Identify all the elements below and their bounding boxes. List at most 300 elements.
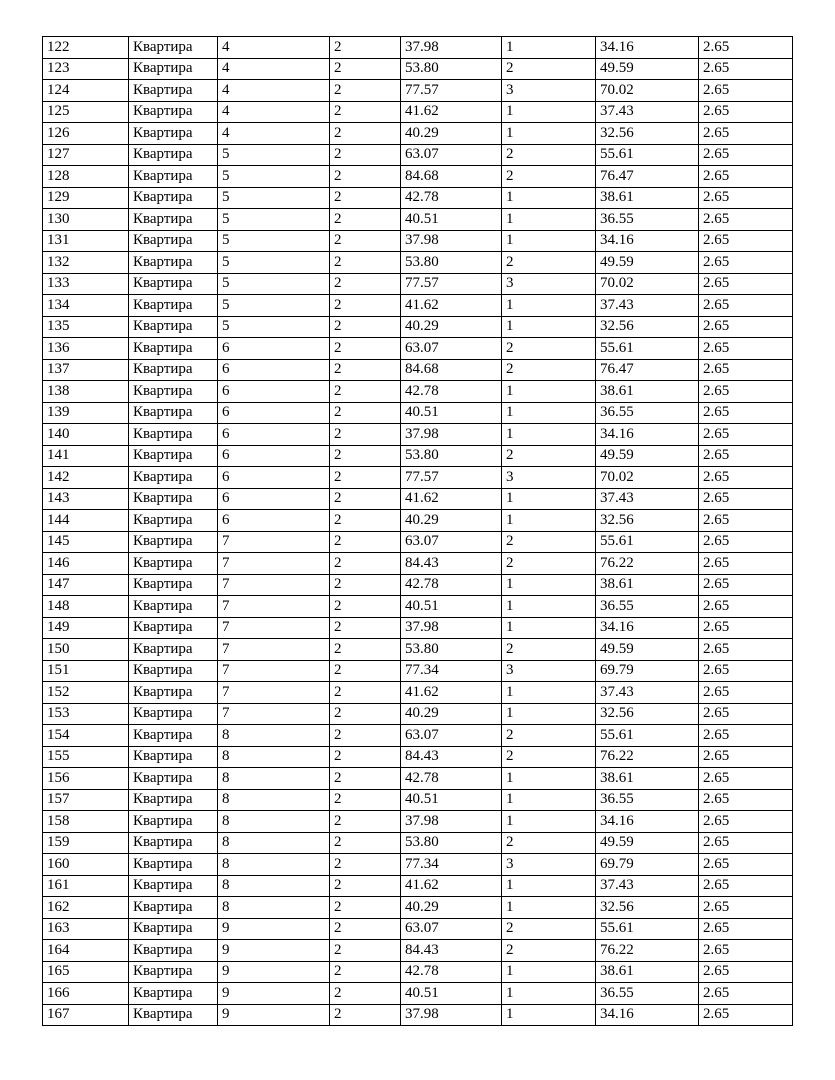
table-row [43,338,793,360]
table-cell-living-area: 37.43 [596,488,699,510]
table-cell-living-area: 38.61 [596,961,699,983]
table-cell-ceiling-height: 2.65 [699,660,793,682]
table-cell-ceiling-height: 2.65 [699,940,793,962]
table-row [43,574,793,596]
table-cell-ceiling-height: 2.65 [699,510,793,532]
table-cell-ceiling-height: 2.65 [699,230,793,252]
table-cell-living-area: 76.22 [596,940,699,962]
table-row [43,230,793,252]
table-cell-rooms: 1 [502,789,596,811]
table-cell-rooms: 1 [502,510,596,532]
table-row [43,854,793,876]
table-cell-ceiling-height: 2.65 [699,273,793,295]
table-cell-ceiling-height: 2.65 [699,789,793,811]
table-cell-total-area: 53.80 [401,445,502,467]
table-cell-living-area: 37.43 [596,295,699,317]
table-cell-floor: 9 [218,983,330,1005]
table-cell-floor: 4 [218,37,330,59]
table-cell-entrance: 2 [330,488,401,510]
table-cell-total-area: 40.51 [401,789,502,811]
table-cell-rooms: 2 [502,252,596,274]
table-cell-row-number: 156 [43,768,129,790]
table-cell-object-type: Квартира [129,811,218,833]
table-cell-total-area: 63.07 [401,531,502,553]
table-cell-total-area: 63.07 [401,144,502,166]
table-cell-entrance: 2 [330,768,401,790]
table-cell-row-number: 139 [43,402,129,424]
table-cell-object-type: Квартира [129,424,218,446]
table-cell-row-number: 148 [43,596,129,618]
table-cell-row-number: 154 [43,725,129,747]
table-row [43,101,793,123]
table-cell-living-area: 49.59 [596,58,699,80]
table-row [43,80,793,102]
table-cell-rooms: 3 [502,467,596,489]
table-cell-ceiling-height: 2.65 [699,166,793,188]
table-cell-entrance: 2 [330,381,401,403]
table-cell-floor: 4 [218,123,330,145]
table-cell-object-type: Квартира [129,854,218,876]
table-cell-rooms: 1 [502,295,596,317]
table-cell-ceiling-height: 2.65 [699,725,793,747]
table-cell-row-number: 161 [43,875,129,897]
table-cell-ceiling-height: 2.65 [699,187,793,209]
table-cell-total-area: 41.62 [401,101,502,123]
table-cell-rooms: 1 [502,424,596,446]
table-cell-entrance: 2 [330,101,401,123]
table-cell-floor: 5 [218,230,330,252]
table-cell-total-area: 40.51 [401,596,502,618]
table-cell-ceiling-height: 2.65 [699,488,793,510]
table-cell-object-type: Квартира [129,510,218,532]
table-cell-object-type: Квартира [129,940,218,962]
table-cell-entrance: 2 [330,467,401,489]
table-cell-ceiling-height: 2.65 [699,58,793,80]
table-cell-rooms: 2 [502,58,596,80]
table-cell-floor: 8 [218,768,330,790]
table-cell-floor: 6 [218,467,330,489]
table-cell-living-area: 34.16 [596,617,699,639]
table-row [43,58,793,80]
table-row [43,273,793,295]
table-row [43,467,793,489]
table-cell-ceiling-height: 2.65 [699,359,793,381]
table-cell-living-area: 32.56 [596,316,699,338]
table-cell-entrance: 2 [330,725,401,747]
table-cell-object-type: Квартира [129,875,218,897]
table-cell-rooms: 1 [502,402,596,424]
table-cell-living-area: 49.59 [596,445,699,467]
table-cell-living-area: 32.56 [596,897,699,919]
table-cell-living-area: 36.55 [596,209,699,231]
table-cell-ceiling-height: 2.65 [699,402,793,424]
table-cell-object-type: Квартира [129,144,218,166]
table-cell-floor: 8 [218,897,330,919]
table-row [43,703,793,725]
table-cell-living-area: 70.02 [596,467,699,489]
table-cell-row-number: 144 [43,510,129,532]
table-cell-rooms: 1 [502,897,596,919]
table-cell-floor: 9 [218,940,330,962]
table-cell-rooms: 2 [502,746,596,768]
table-cell-ceiling-height: 2.65 [699,295,793,317]
table-cell-rooms: 1 [502,574,596,596]
table-cell-total-area: 53.80 [401,58,502,80]
table-cell-row-number: 128 [43,166,129,188]
table-cell-entrance: 2 [330,80,401,102]
table-cell-ceiling-height: 2.65 [699,252,793,274]
table-cell-living-area: 34.16 [596,37,699,59]
table-cell-living-area: 76.22 [596,746,699,768]
table-cell-living-area: 36.55 [596,789,699,811]
table-cell-entrance: 2 [330,703,401,725]
table-row [43,424,793,446]
table-cell-object-type: Квартира [129,832,218,854]
table-cell-living-area: 76.47 [596,166,699,188]
table-cell-entrance: 2 [330,617,401,639]
table-row [43,359,793,381]
table-cell-entrance: 2 [330,918,401,940]
table-cell-total-area: 40.51 [401,209,502,231]
table-cell-object-type: Квартира [129,209,218,231]
table-cell-object-type: Квартира [129,703,218,725]
table-cell-total-area: 77.57 [401,80,502,102]
table-row [43,789,793,811]
table-cell-total-area: 37.98 [401,811,502,833]
table-cell-row-number: 167 [43,1004,129,1026]
table-cell-entrance: 2 [330,940,401,962]
table-cell-living-area: 69.79 [596,660,699,682]
table-cell-total-area: 84.68 [401,166,502,188]
table-cell-total-area: 37.98 [401,424,502,446]
table-cell-rooms: 1 [502,983,596,1005]
table-cell-row-number: 160 [43,854,129,876]
table-cell-ceiling-height: 2.65 [699,424,793,446]
table-cell-floor: 8 [218,811,330,833]
table-cell-ceiling-height: 2.65 [699,144,793,166]
table-cell-total-area: 40.29 [401,316,502,338]
table-cell-rooms: 1 [502,123,596,145]
table-cell-row-number: 162 [43,897,129,919]
table-cell-total-area: 53.80 [401,252,502,274]
table-cell-rooms: 3 [502,854,596,876]
table-cell-floor: 9 [218,918,330,940]
table-cell-row-number: 135 [43,316,129,338]
table-cell-ceiling-height: 2.65 [699,596,793,618]
table-cell-floor: 5 [218,273,330,295]
table-cell-entrance: 2 [330,897,401,919]
table-cell-total-area: 77.34 [401,660,502,682]
table-cell-object-type: Квартира [129,101,218,123]
table-cell-rooms: 1 [502,682,596,704]
table-cell-ceiling-height: 2.65 [699,703,793,725]
table-cell-entrance: 2 [330,961,401,983]
table-cell-object-type: Квартира [129,897,218,919]
table-cell-entrance: 2 [330,1004,401,1026]
table-cell-rooms: 2 [502,144,596,166]
table-cell-entrance: 2 [330,596,401,618]
table-row [43,918,793,940]
table-cell-ceiling-height: 2.65 [699,574,793,596]
table-cell-entrance: 2 [330,252,401,274]
table-cell-rooms: 1 [502,488,596,510]
table-cell-object-type: Квартира [129,273,218,295]
table-cell-entrance: 2 [330,187,401,209]
table-cell-total-area: 84.43 [401,746,502,768]
table-cell-living-area: 36.55 [596,596,699,618]
table-cell-row-number: 130 [43,209,129,231]
table-row [43,445,793,467]
table-cell-ceiling-height: 2.65 [699,1004,793,1026]
table-cell-entrance: 2 [330,166,401,188]
table-cell-total-area: 42.78 [401,381,502,403]
table-cell-object-type: Квартира [129,338,218,360]
table-cell-object-type: Квартира [129,359,218,381]
table-cell-total-area: 37.98 [401,37,502,59]
table-cell-floor: 7 [218,574,330,596]
table-cell-total-area: 77.57 [401,467,502,489]
table-cell-floor: 8 [218,725,330,747]
table-cell-row-number: 153 [43,703,129,725]
table-cell-floor: 8 [218,746,330,768]
table-cell-object-type: Квартира [129,166,218,188]
table-cell-floor: 8 [218,854,330,876]
table-cell-entrance: 2 [330,58,401,80]
table-row [43,252,793,274]
table-cell-floor: 7 [218,617,330,639]
table-row [43,660,793,682]
table-cell-total-area: 40.29 [401,510,502,532]
table-cell-row-number: 142 [43,467,129,489]
table-cell-rooms: 2 [502,531,596,553]
table-cell-entrance: 2 [330,316,401,338]
table-cell-entrance: 2 [330,875,401,897]
table-cell-row-number: 131 [43,230,129,252]
table-cell-ceiling-height: 2.65 [699,832,793,854]
table-cell-floor: 4 [218,80,330,102]
table-cell-living-area: 34.16 [596,1004,699,1026]
table-cell-living-area: 55.61 [596,918,699,940]
table-cell-row-number: 158 [43,811,129,833]
table-cell-ceiling-height: 2.65 [699,961,793,983]
table-cell-object-type: Квартира [129,531,218,553]
table-cell-living-area: 34.16 [596,230,699,252]
table-cell-floor: 5 [218,209,330,231]
table-cell-total-area: 41.62 [401,875,502,897]
table-cell-entrance: 2 [330,445,401,467]
table-cell-living-area: 55.61 [596,725,699,747]
table-cell-ceiling-height: 2.65 [699,875,793,897]
table-cell-total-area: 40.51 [401,983,502,1005]
table-cell-object-type: Квартира [129,660,218,682]
table-cell-floor: 4 [218,101,330,123]
table-cell-floor: 7 [218,553,330,575]
table-cell-object-type: Квартира [129,746,218,768]
table-cell-ceiling-height: 2.65 [699,768,793,790]
table-cell-row-number: 164 [43,940,129,962]
table-cell-rooms: 2 [502,940,596,962]
table-cell-total-area: 84.43 [401,940,502,962]
table-row [43,510,793,532]
table-cell-row-number: 133 [43,273,129,295]
table-row [43,381,793,403]
table-cell-total-area: 37.98 [401,617,502,639]
table-cell-ceiling-height: 2.65 [699,80,793,102]
table-row [43,983,793,1005]
table-cell-living-area: 37.43 [596,101,699,123]
table-cell-rooms: 1 [502,811,596,833]
table-row [43,961,793,983]
table-row [43,639,793,661]
table-cell-rooms: 2 [502,918,596,940]
table-cell-living-area: 69.79 [596,854,699,876]
table-cell-entrance: 2 [330,359,401,381]
apartments-table-body [43,37,793,1026]
table-cell-entrance: 2 [330,531,401,553]
table-cell-entrance: 2 [330,123,401,145]
table-cell-ceiling-height: 2.65 [699,811,793,833]
table-cell-object-type: Квартира [129,295,218,317]
table-cell-entrance: 2 [330,37,401,59]
table-cell-entrance: 2 [330,402,401,424]
table-cell-floor: 8 [218,875,330,897]
table-cell-living-area: 38.61 [596,768,699,790]
table-row [43,617,793,639]
table-cell-ceiling-height: 2.65 [699,617,793,639]
table-cell-total-area: 84.43 [401,553,502,575]
table-cell-floor: 5 [218,144,330,166]
table-row [43,596,793,618]
table-row [43,295,793,317]
table-cell-floor: 6 [218,445,330,467]
table-cell-ceiling-height: 2.65 [699,553,793,575]
table-cell-ceiling-height: 2.65 [699,37,793,59]
table-cell-living-area: 55.61 [596,338,699,360]
table-cell-living-area: 32.56 [596,123,699,145]
table-cell-object-type: Квартира [129,596,218,618]
table-row [43,488,793,510]
table-row [43,940,793,962]
table-cell-total-area: 63.07 [401,918,502,940]
table-cell-rooms: 1 [502,875,596,897]
table-cell-rooms: 1 [502,703,596,725]
table-cell-ceiling-height: 2.65 [699,209,793,231]
table-cell-floor: 7 [218,531,330,553]
table-cell-floor: 5 [218,166,330,188]
table-cell-ceiling-height: 2.65 [699,467,793,489]
table-cell-floor: 6 [218,510,330,532]
table-cell-row-number: 149 [43,617,129,639]
table-row [43,123,793,145]
table-row [43,768,793,790]
table-cell-rooms: 1 [502,1004,596,1026]
table-cell-floor: 7 [218,703,330,725]
table-row [43,144,793,166]
table-cell-entrance: 2 [330,295,401,317]
table-cell-entrance: 2 [330,811,401,833]
table-cell-total-area: 41.62 [401,682,502,704]
table-cell-total-area: 77.57 [401,273,502,295]
table-cell-entrance: 2 [330,789,401,811]
table-cell-row-number: 163 [43,918,129,940]
table-cell-entrance: 2 [330,832,401,854]
table-cell-ceiling-height: 2.65 [699,682,793,704]
table-cell-living-area: 32.56 [596,510,699,532]
table-cell-floor: 6 [218,488,330,510]
table-row [43,1004,793,1026]
table-cell-row-number: 127 [43,144,129,166]
table-cell-entrance: 2 [330,660,401,682]
table-cell-object-type: Квартира [129,123,218,145]
table-cell-object-type: Квартира [129,252,218,274]
table-cell-ceiling-height: 2.65 [699,531,793,553]
table-cell-rooms: 1 [502,617,596,639]
table-cell-living-area: 70.02 [596,80,699,102]
table-cell-total-area: 77.34 [401,854,502,876]
table-cell-total-area: 40.29 [401,897,502,919]
table-cell-rooms: 1 [502,230,596,252]
table-cell-rooms: 1 [502,37,596,59]
table-cell-object-type: Квартира [129,445,218,467]
table-cell-rooms: 2 [502,639,596,661]
table-cell-row-number: 155 [43,746,129,768]
table-cell-entrance: 2 [330,273,401,295]
table-cell-floor: 8 [218,832,330,854]
table-cell-living-area: 34.16 [596,811,699,833]
table-cell-living-area: 55.61 [596,531,699,553]
table-cell-rooms: 1 [502,961,596,983]
table-cell-total-area: 41.62 [401,488,502,510]
table-cell-floor: 9 [218,961,330,983]
table-cell-ceiling-height: 2.65 [699,897,793,919]
table-cell-floor: 5 [218,316,330,338]
table-row [43,316,793,338]
table-cell-entrance: 2 [330,209,401,231]
table-cell-rooms: 2 [502,338,596,360]
table-row [43,811,793,833]
table-cell-entrance: 2 [330,854,401,876]
table-cell-rooms: 2 [502,166,596,188]
table-cell-ceiling-height: 2.65 [699,445,793,467]
table-cell-living-area: 70.02 [596,273,699,295]
table-cell-row-number: 140 [43,424,129,446]
table-cell-total-area: 37.98 [401,230,502,252]
table-cell-rooms: 1 [502,596,596,618]
table-row [43,897,793,919]
table-cell-rooms: 1 [502,209,596,231]
table-cell-rooms: 2 [502,832,596,854]
table-cell-entrance: 2 [330,553,401,575]
table-cell-row-number: 125 [43,101,129,123]
table-cell-floor: 8 [218,789,330,811]
table-cell-ceiling-height: 2.65 [699,983,793,1005]
table-cell-row-number: 147 [43,574,129,596]
table-cell-row-number: 141 [43,445,129,467]
table-cell-living-area: 49.59 [596,639,699,661]
table-cell-row-number: 150 [43,639,129,661]
table-cell-floor: 5 [218,187,330,209]
table-cell-row-number: 143 [43,488,129,510]
table-cell-living-area: 37.43 [596,875,699,897]
table-cell-row-number: 129 [43,187,129,209]
table-cell-total-area: 42.78 [401,574,502,596]
table-cell-total-area: 84.68 [401,359,502,381]
table-cell-floor: 7 [218,682,330,704]
table-cell-entrance: 2 [330,639,401,661]
table-cell-floor: 7 [218,639,330,661]
table-cell-rooms: 3 [502,660,596,682]
table-cell-object-type: Квартира [129,961,218,983]
